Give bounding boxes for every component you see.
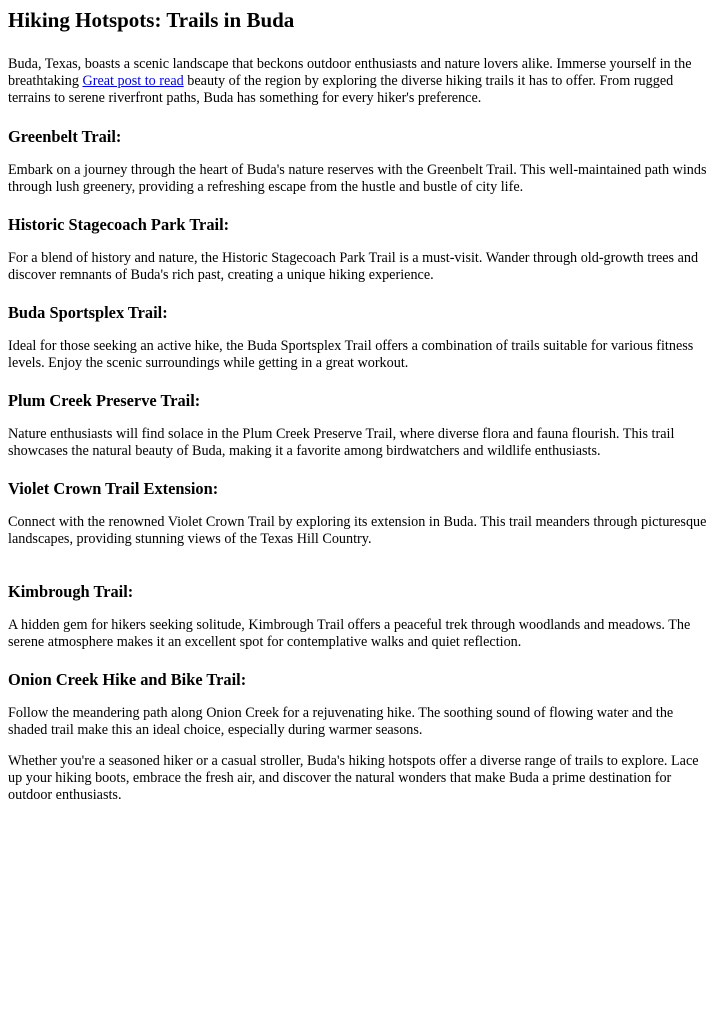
section-historic-stagecoach xyxy=(8,215,712,284)
section-heading: Onion Creek Hike and Bike Trail: xyxy=(8,670,247,689)
section-onion-creek xyxy=(8,670,712,739)
section-heading: Historic Stagecoach Park Trail: xyxy=(8,215,230,234)
section-body: A hidden gem for hikers seeking solitude, Kimbrough Trail offers a peaceful trek through woodlands and meadows. The serene atmosphere makes it an excellent spot for contemplative walks and quiet reflection. xyxy=(8,617,691,650)
section-body: Nature enthusiasts will find solace in the Plum Creek Preserve Trail, where diverse flora and fauna flourish. This trail showcases the natural beauty of Buda, making it a favorite among birdwatchers and wildlife enthusiasts. xyxy=(8,426,675,459)
section-heading: Kimbrough Trail: xyxy=(8,582,134,601)
intro-text-after-link: beauty of the region by exploring the diverse hiking trails it has to offer. From rugged terrains to serene riverfront paths, Buda has something for every hiker's preference. xyxy=(8,73,674,106)
document-page xyxy=(0,6,712,804)
section-plum-creek xyxy=(8,391,712,460)
section-body: Follow the meandering path along Onion Creek for a rejuvenating hike. The soothing sound of flowing water and the shaded trail make this an ideal choice, especially during warmer seasons. xyxy=(8,705,674,738)
section-buda-sportsplex xyxy=(8,303,712,372)
section-heading: Buda Sportsplex Trail: xyxy=(8,303,168,322)
section-heading: Plum Creek Preserve Trail: xyxy=(8,391,201,410)
section-body: Embark on a journey through the heart of Buda's nature reserves with the Greenbelt Trail. This well-maintained path winds through lush greenery, providing a refreshing escape from the hustle and bustle of city life. xyxy=(8,162,707,195)
section-heading: Greenbelt Trail: xyxy=(8,127,122,146)
page-title: Hiking Hotspots: Trails in Buda xyxy=(8,8,295,32)
intro-paragraph xyxy=(8,56,712,107)
section-body: Ideal for those seeking an active hike, the Buda Sportsplex Trail offers a combination of trails suitable for various fitness levels. Enjoy the scenic surroundings while getting in a great workout. xyxy=(8,338,694,371)
conclusion-paragraph: Whether you're a seasoned hiker or a casual stroller, Buda's hiking hotspots offer a diverse range of trails to explore. Lace up your hiking boots, embrace the fresh air, and discover the natural wonders that make Buda a prime destination for outdoor enthusiasts. xyxy=(8,753,699,803)
section-violet-crown xyxy=(8,479,712,548)
section-heading: Violet Crown Trail Extension: xyxy=(8,479,219,498)
intro-text-before-link: Buda, Texas, boasts a scenic landscape that beckons outdoor enthusiasts and nature lovers alike. Immerse yourself in the breathtaking xyxy=(8,56,692,89)
section-kimbrough xyxy=(8,582,712,651)
section-body: Connect with the renowned Violet Crown Trail by exploring its extension in Buda. This trail meanders through picturesque landscapes, providing stunning views of the Texas Hill Country. xyxy=(8,514,707,547)
section-greenbelt xyxy=(8,127,712,196)
section-body: For a blend of history and nature, the Historic Stagecoach Park Trail is a must-visit. Wander through old-growth trees and discover remnants of Buda's rich past, creating a unique hiking experience. xyxy=(8,250,699,283)
great-post-link[interactable]: Great post to read xyxy=(82,73,184,89)
